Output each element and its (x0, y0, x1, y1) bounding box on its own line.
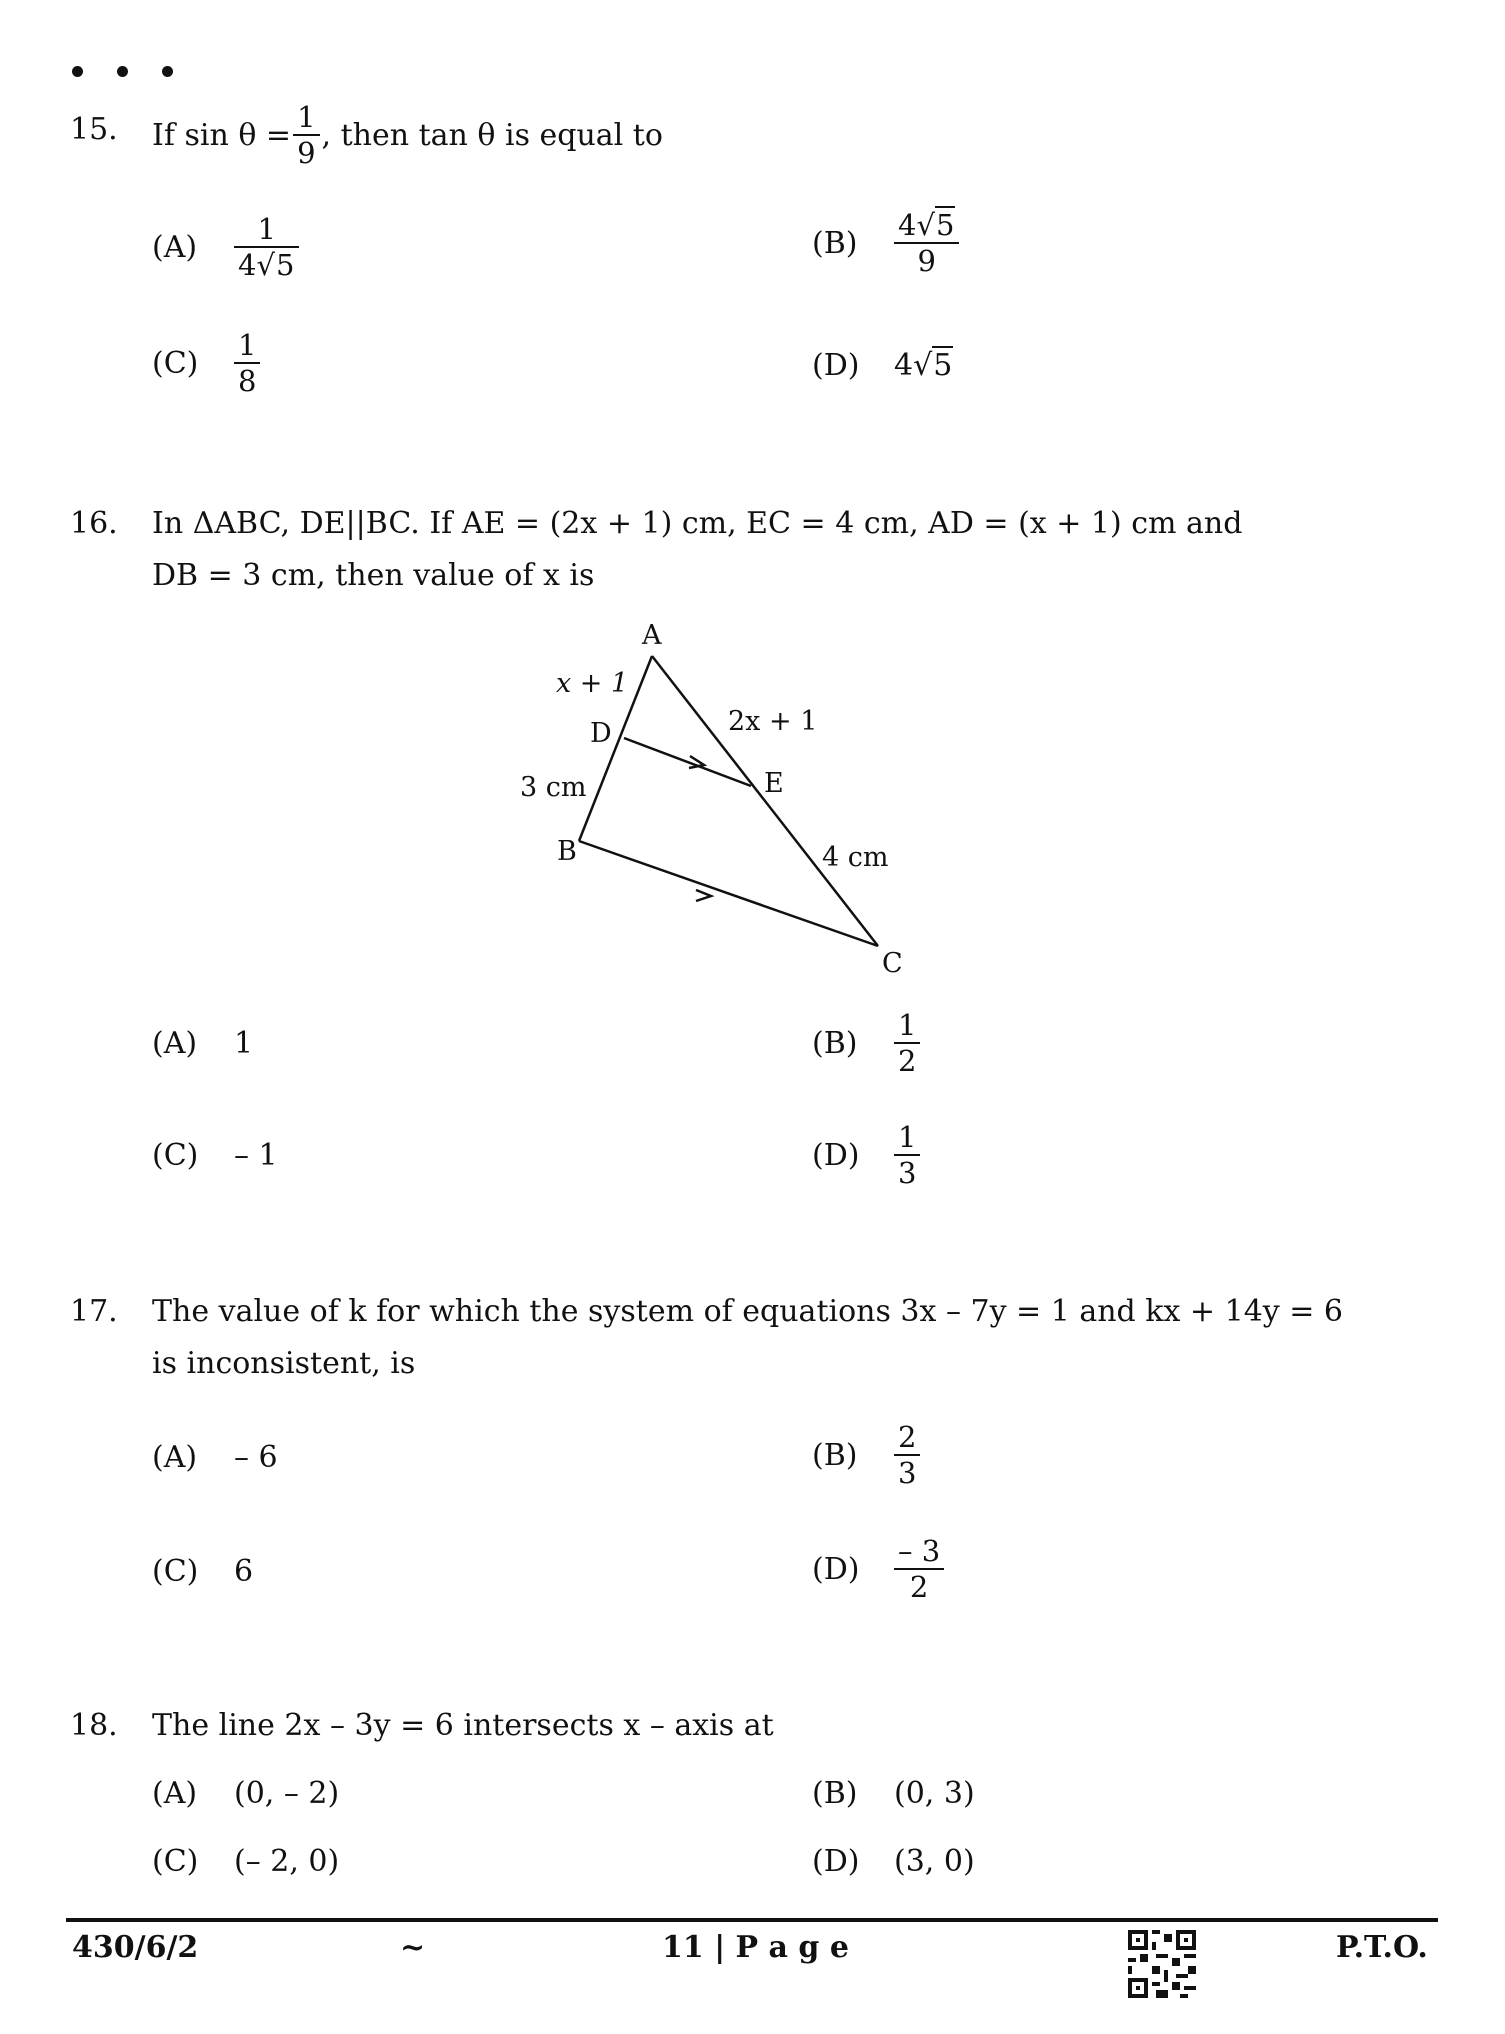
fraction: $\frac{1}{9}$ (293, 100, 319, 170)
option-a[interactable]: (A) $\frac{1}{4√5}$ (152, 212, 299, 282)
option-d[interactable]: (D) (3, 0) (812, 1844, 975, 1879)
question-number: 15. (70, 112, 118, 147)
ae-length-label: 2x + 1 (728, 706, 818, 737)
segment-de (624, 738, 751, 786)
db-length-label: 3 cm (520, 772, 587, 803)
option-a[interactable]: (A) 1 (152, 1026, 254, 1061)
vertex-a-label: A (642, 620, 662, 651)
option-a[interactable]: (A) – 6 (152, 1440, 278, 1475)
question-number: 17. (70, 1294, 118, 1329)
vertex-c-label: C (882, 948, 903, 979)
side-ac (652, 656, 878, 946)
option-d[interactable]: (D) $\frac{1}{3}$ (812, 1120, 920, 1190)
arrow-bc (696, 890, 711, 901)
qr-code-icon (1128, 1930, 1196, 1998)
arrow-de (689, 756, 704, 768)
option-b[interactable]: (B) $\frac{1}{2}$ (812, 1008, 920, 1078)
fraction: $\frac{4√5}{9}$ (894, 208, 959, 278)
question-text-line-1: In ΔABC, DE||BC. If AE = (2x + 1) cm, EC = 4 cm, AD = (x + 1) cm and (152, 506, 1243, 541)
option-c[interactable]: (C) – 1 (152, 1138, 278, 1173)
option-b[interactable]: (B) $\frac{2}{3}$ (812, 1420, 920, 1490)
ec-length-label: 4 cm (822, 842, 889, 873)
option-a[interactable]: (A) (0, – 2) (152, 1776, 340, 1811)
header-dots (72, 62, 207, 81)
paper-code: 430/6/2 (72, 1930, 199, 1965)
footer-rule (66, 1918, 1438, 1922)
question-number: 16. (70, 506, 118, 541)
fraction: $\frac{1}{3}$ (894, 1120, 920, 1190)
vertex-b-label: B (557, 836, 577, 867)
footer-tilde: ~ (400, 1930, 426, 1965)
ad-length-label: x + 1 (556, 668, 629, 699)
option-c[interactable]: (C) 6 (152, 1554, 254, 1589)
fraction: $\frac{- 3}{2}$ (894, 1534, 944, 1604)
option-d[interactable]: (D) 4√5 (812, 348, 953, 383)
option-b[interactable]: (B) (0, 3) (812, 1776, 975, 1811)
option-c[interactable]: (C) $\frac{1}{8}$ (152, 328, 260, 398)
question-text-line-2: DB = 3 cm, then value of x is (152, 558, 595, 593)
option-c[interactable]: (C) (– 2, 0) (152, 1844, 340, 1879)
option-d[interactable]: (D) $\frac{- 3}{2}$ (812, 1534, 944, 1604)
question-text: The line 2x – 3y = 6 intersects x – axis at (152, 1708, 774, 1743)
triangle-figure (500, 620, 940, 990)
vertex-e-label: E (764, 768, 784, 799)
question-text-line-2: is inconsistent, is (152, 1346, 416, 1381)
page-number: 11 | P a g e (662, 1930, 849, 1965)
option-b[interactable]: (B) $\frac{4√5}{9}$ (812, 208, 959, 278)
question-text: If sin θ = $\frac{1}{9}$ , then tan θ is equal to (152, 100, 663, 170)
fraction: $\frac{1}{2}$ (894, 1008, 920, 1078)
pto-label: P.T.O. (1336, 1930, 1428, 1965)
question-number: 18. (70, 1708, 118, 1743)
question-text-line-1: The value of k for which the system of equations 3x – 7y = 1 and kx + 14y = 6 (152, 1294, 1344, 1329)
fraction: $\frac{1}{4√5}$ (234, 212, 299, 282)
fraction: $\frac{2}{3}$ (894, 1420, 920, 1490)
vertex-d-label: D (590, 718, 612, 749)
fraction: $\frac{1}{8}$ (234, 328, 260, 398)
